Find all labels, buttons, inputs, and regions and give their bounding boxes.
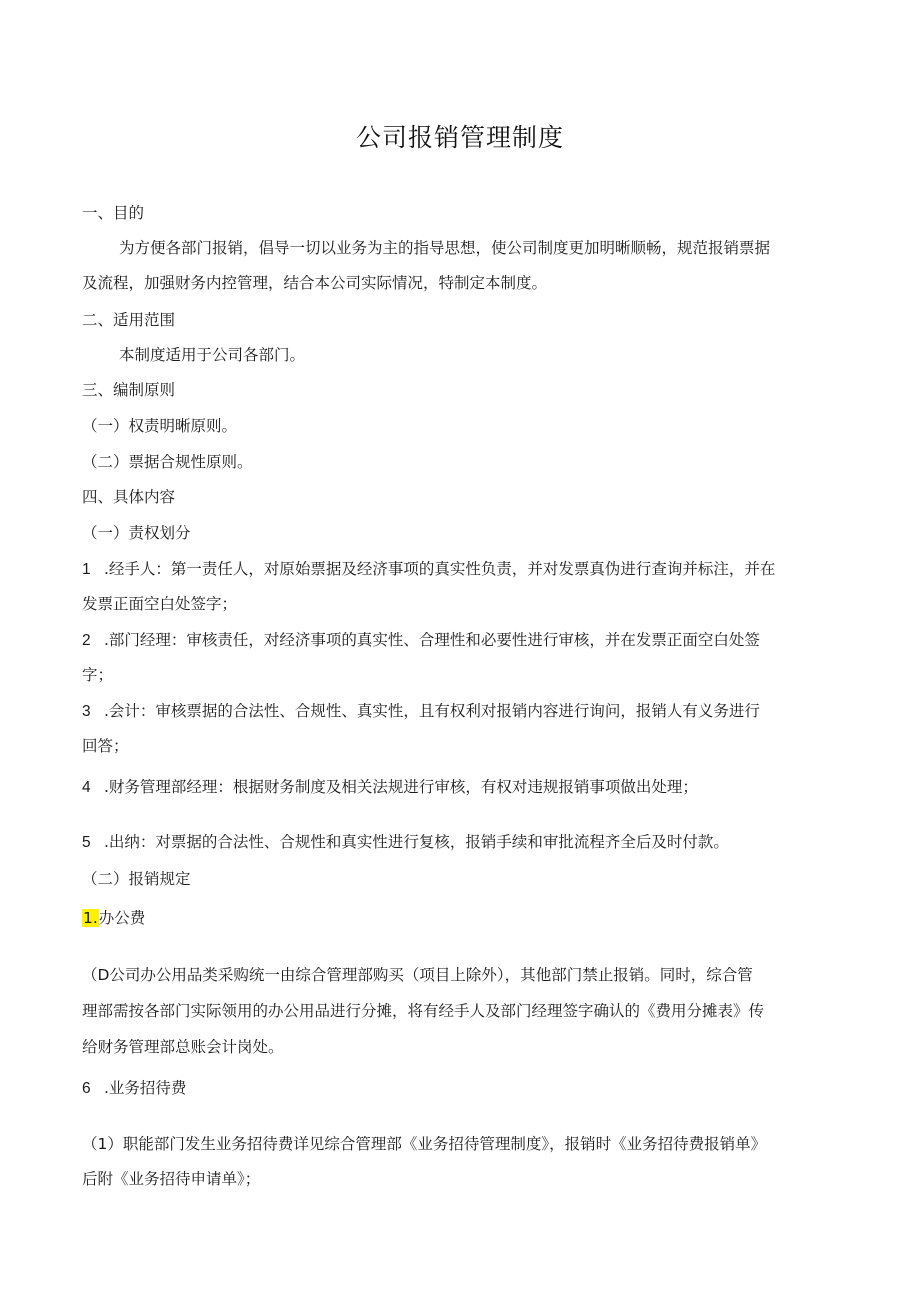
entertainment-paragraph-line-2: 后附《业务招待申请单》；	[82, 1170, 261, 1188]
office-paragraph-line-2: 理部需按各部门实际领用的办公用品进行分摊，将有经手人及部门经理签字确认的《费用分摊表》传	[82, 1002, 765, 1020]
item-text: .部门经理：审核责任，对经济事项的真实性、合理性和必要性进行审核，并在发票正面空白处签	[104, 631, 760, 649]
entertainment-label: .业务招待费	[104, 1079, 187, 1097]
item-number: 1	[82, 561, 91, 578]
office-paragraph-line-3: 给财务管理部总账会计岗处。	[82, 1038, 284, 1056]
item-number: 4	[82, 779, 91, 796]
office-paragraph-line-1: （D公司办公用品类采购统一由综合管理部购买（项目上除外），其他部门禁止报销。同时，综合管	[82, 966, 753, 984]
entertainment-paragraph-line-1: （1）职能部门发生业务招待费详见综合管理部《业务招待管理制度》，报销时《业务招待费报销单》	[82, 1135, 767, 1153]
subsection-heading-reimbursement: （二）报销规定	[82, 870, 191, 888]
principle-item-2: （二）票据合规性原则。	[82, 453, 253, 471]
subsection-heading-responsibility: （一）责权划分	[82, 524, 191, 542]
entertainment-expense-heading	[82, 1078, 186, 1099]
section-heading-scope: 二、适用范围	[82, 311, 176, 329]
responsibility-item-3-line-1	[82, 701, 760, 722]
item-text: .经手人：第一责任人，对原始票据及经济事项的真实性负责，并对发票真伪进行查询并标注，并在	[104, 560, 776, 578]
item-number: 6	[82, 1080, 91, 1097]
responsibility-item-1-line-2: 发票正面空白处签字；	[82, 595, 238, 613]
purpose-paragraph-line-2: 及流程，加强财务内控管理，结合本公司实际情况，特制定本制度。	[82, 274, 548, 292]
item-text: .会计：审核票据的合法性、合规性、真实性，且有权利对报销内容进行询问，报销人有义务进行	[104, 702, 760, 720]
document-title: 公司报销管理制度	[355, 123, 564, 152]
section-heading-purpose: 一、目的	[82, 204, 145, 222]
scope-paragraph: 本制度适用于公司各部门。	[119, 346, 306, 364]
section-heading-principles: 三、编制原则	[82, 381, 176, 399]
purpose-paragraph-line-1: 为方便各部门报销，倡导一切以业务为主的指导思想，使公司制度更加明晰顺畅，规范报销票据	[119, 239, 771, 257]
office-expense-heading	[82, 908, 145, 928]
item-text: .财务管理部经理：根据财务制度及相关法规进行审核，有权对违规报销事项做出处理；	[104, 778, 698, 796]
item-number: 5	[82, 834, 91, 851]
item-text: .出纳：对票据的合法性、合规性和真实性进行复核，报销手续和审批流程齐全后及时付款。	[104, 833, 729, 851]
responsibility-item-2-line-1	[82, 630, 760, 651]
responsibility-item-2-line-2: 字；	[82, 666, 114, 684]
highlighted-number: 1.	[83, 909, 98, 927]
item-number: 3	[82, 703, 91, 720]
item-number: 2	[82, 632, 91, 649]
responsibility-item-4	[82, 777, 698, 798]
office-expense-label: 办公费	[98, 909, 146, 927]
principle-item-1: （一）权责明晰原则。	[82, 417, 238, 435]
responsibility-item-3-line-2: 回答；	[82, 737, 129, 755]
section-heading-content: 四、具体内容	[82, 488, 176, 506]
responsibility-item-1-line-1	[82, 559, 775, 580]
responsibility-item-5	[82, 832, 729, 853]
